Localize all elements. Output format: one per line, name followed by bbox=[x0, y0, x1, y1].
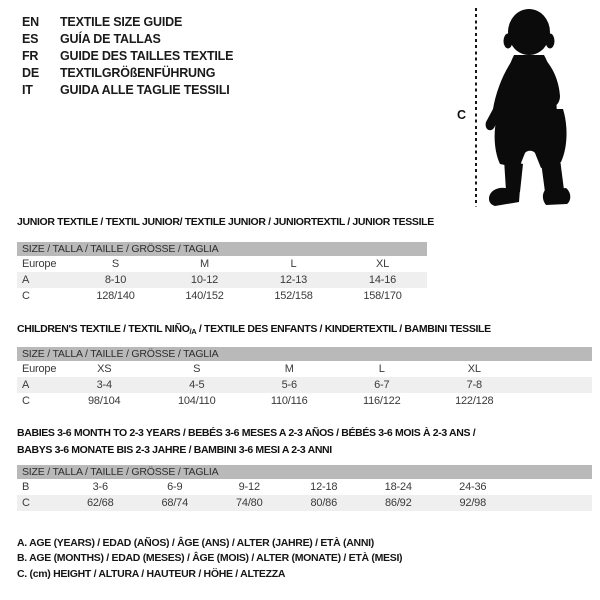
children-size-table bbox=[17, 347, 592, 409]
value-cell: 86/92 bbox=[384, 497, 412, 509]
value-cell: 68/74 bbox=[161, 497, 189, 509]
table-row bbox=[17, 256, 427, 272]
size-cell: M bbox=[284, 363, 294, 375]
value-cell: 6-7 bbox=[374, 379, 390, 391]
row-label: A bbox=[22, 379, 30, 391]
size-cell: XL bbox=[467, 363, 481, 375]
size-header-bar: SIZE / TALLA / TAILLE / GRÖSSE / TAGLIA bbox=[17, 347, 592, 361]
toddler-silhouette-icon bbox=[483, 9, 573, 209]
children-title-post: / TEXTILE DES ENFANTS / KINDERTEXTIL / BAMBINI TESSILE bbox=[196, 323, 491, 335]
value-cell: 8-10 bbox=[104, 274, 127, 286]
language-code: DE bbox=[22, 66, 39, 81]
value-cell: 110/116 bbox=[270, 395, 308, 407]
language-label: GUIDE DES TAILLES TEXTILE bbox=[60, 48, 234, 63]
value-cell: 62/68 bbox=[86, 497, 114, 509]
footnotes bbox=[17, 536, 402, 582]
table-row bbox=[17, 361, 592, 377]
value-cell: 122/128 bbox=[455, 395, 494, 407]
size-cell: S bbox=[111, 258, 120, 270]
junior-section-title: JUNIOR TEXTILE / TEXTIL JUNIOR/ TEXTILE JUNIOR / JUNIORTEXTIL / JUNIOR TESSILE bbox=[17, 216, 434, 228]
size-header-bar: SIZE / TALLA / TAILLE / GRÖSSE / TAGLIA bbox=[17, 242, 427, 256]
footnote-a: A. AGE (YEARS) / EDAD (AÑOS) / ÂGE (ANS) / ALTER (JAHRE) / ETÀ (ANNI) bbox=[17, 537, 374, 549]
language-label: GUIDA ALLE TAGLIE TESSILI bbox=[60, 83, 230, 98]
value-cell: 152/158 bbox=[274, 290, 313, 302]
size-cell: XS bbox=[97, 363, 112, 375]
table-row bbox=[17, 495, 592, 511]
size-cell: M bbox=[200, 258, 209, 270]
babies-size-table bbox=[17, 465, 592, 511]
row-label: A bbox=[22, 274, 30, 286]
language-code: FR bbox=[22, 48, 39, 63]
value-cell: 140/152 bbox=[185, 290, 224, 302]
babies-section-title bbox=[17, 425, 475, 458]
value-cell: 74/80 bbox=[235, 497, 263, 509]
size-cell: L bbox=[290, 258, 297, 270]
value-cell: 3-4 bbox=[96, 379, 112, 391]
value-cell: 98/104 bbox=[88, 395, 121, 407]
language-row-es bbox=[22, 30, 233, 47]
value-cell: 18-24 bbox=[384, 481, 412, 493]
language-code: IT bbox=[22, 83, 33, 98]
children-title-subscript: /A bbox=[189, 327, 197, 336]
value-cell: 7-8 bbox=[466, 379, 482, 391]
value-cell: 158/170 bbox=[363, 290, 402, 302]
value-cell: 12-18 bbox=[310, 481, 338, 493]
value-cell: 5-6 bbox=[281, 379, 297, 391]
language-code: ES bbox=[22, 31, 39, 46]
value-cell: 104/110 bbox=[177, 395, 216, 407]
size-header-bar: SIZE / TALLA / TAILLE / GRÖSSE / TAGLIA bbox=[17, 465, 592, 479]
row-label: Europe bbox=[22, 258, 57, 270]
footnote-c: C. (cm) HEIGHT / ALTURA / HAUTEUR / HÖHE / ALTEZZA bbox=[17, 567, 286, 580]
footnote-b: B. AGE (MONTHS) / EDAD (MESES) / ÂGE (MOIS) / ALTER (MONATE) / ETÀ (MESI) bbox=[17, 552, 403, 565]
language-label: GUÍA DE TALLAS bbox=[60, 31, 161, 46]
value-cell: 10-12 bbox=[190, 274, 219, 286]
babies-title-line1: BABIES 3-6 MONTH TO 2-3 YEARS / BEBÉS 3-6 MESES A 2-3 AÑOS / BÉBÉS 3-6 MOIS À 2-3 ANS / bbox=[17, 427, 476, 439]
value-cell: 128/140 bbox=[96, 290, 135, 302]
value-cell: 80/86 bbox=[310, 497, 338, 509]
value-cell: 6-9 bbox=[167, 481, 183, 493]
row-label: C bbox=[22, 290, 30, 302]
value-cell: 24-36 bbox=[459, 481, 487, 493]
junior-size-table bbox=[17, 242, 427, 304]
value-cell: 14-16 bbox=[368, 274, 397, 286]
table-row bbox=[17, 393, 592, 409]
table-row bbox=[17, 272, 427, 288]
language-label: TEXTILE SIZE GUIDE bbox=[60, 14, 183, 29]
row-label: Europe bbox=[22, 363, 57, 375]
language-row-de bbox=[22, 65, 233, 82]
size-cell: S bbox=[193, 363, 201, 375]
language-list bbox=[22, 13, 233, 99]
table-row bbox=[17, 479, 592, 495]
table-row bbox=[17, 288, 427, 304]
table-row bbox=[17, 377, 592, 393]
size-cell: XL bbox=[375, 258, 390, 270]
value-cell: 92/98 bbox=[459, 497, 487, 509]
row-label: B bbox=[22, 481, 30, 493]
language-code: EN bbox=[22, 14, 39, 29]
height-measure-line bbox=[475, 8, 477, 207]
language-row-en bbox=[22, 13, 233, 30]
language-row-fr bbox=[22, 47, 233, 64]
value-cell: 9-12 bbox=[238, 481, 260, 493]
value-cell: 12-13 bbox=[279, 274, 308, 286]
size-cell: L bbox=[378, 363, 385, 375]
language-label: TEXTILGRÖßENFÜHRUNG bbox=[60, 66, 216, 81]
children-title-pre: CHILDREN'S TEXTILE / TEXTIL NIÑO bbox=[17, 323, 190, 335]
row-label: C bbox=[22, 497, 30, 509]
value-cell: 4-5 bbox=[189, 379, 205, 391]
height-measure-label: C bbox=[457, 108, 467, 122]
value-cell: 116/122 bbox=[362, 395, 401, 407]
children-section-title bbox=[17, 323, 491, 336]
row-label: C bbox=[22, 395, 30, 407]
language-row-it bbox=[22, 82, 233, 99]
value-cell: 3-6 bbox=[92, 481, 108, 493]
babies-title-line2: BABYS 3-6 MONATE BIS 2-3 JAHRE / BAMBINI 3-6 MESI A 2-3 ANNI bbox=[17, 443, 332, 456]
